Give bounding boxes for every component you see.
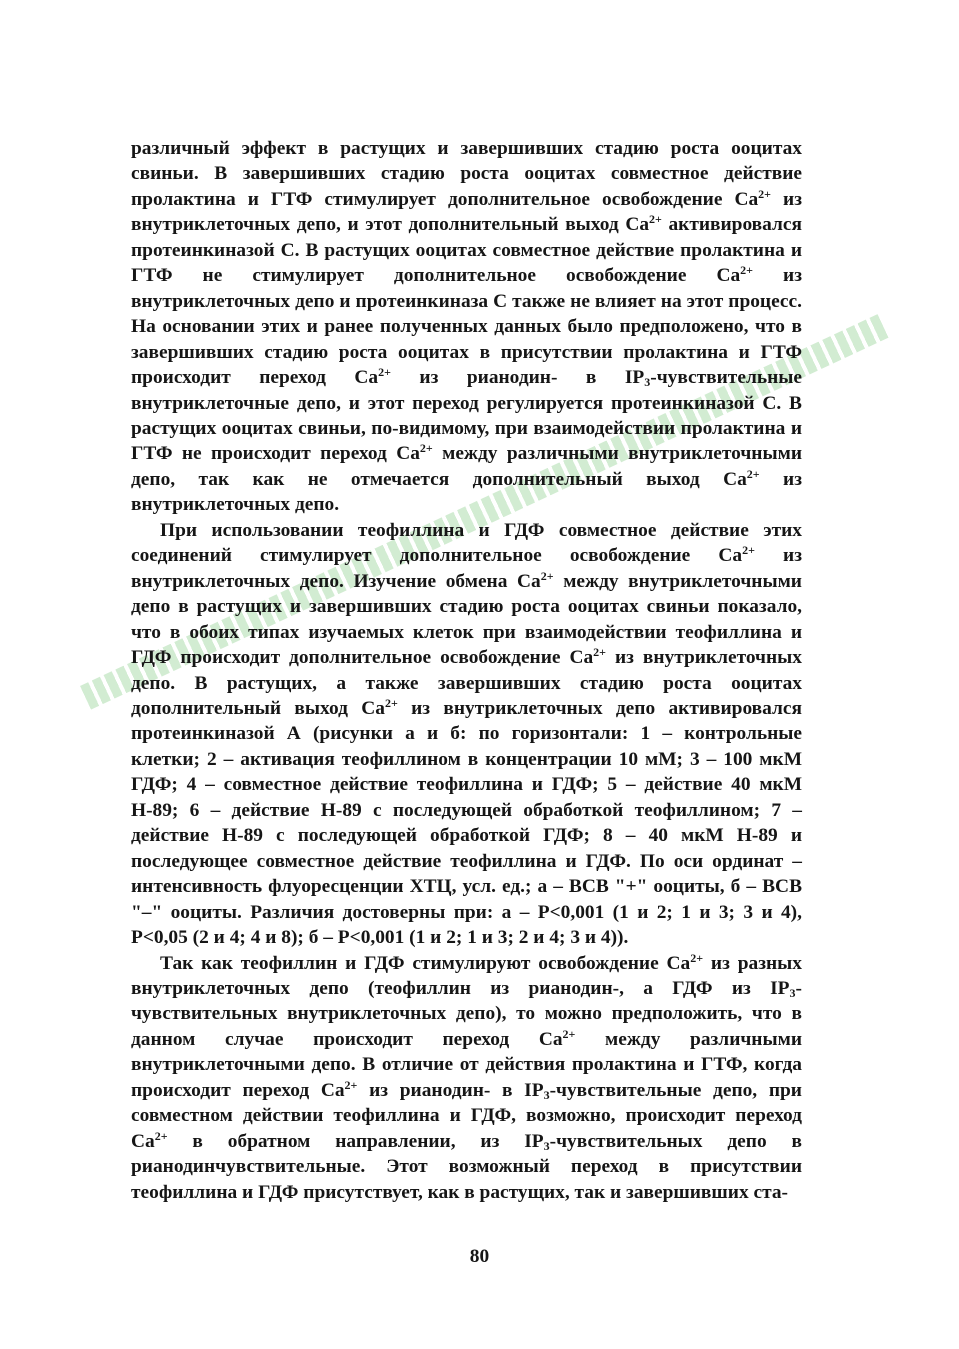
superscript: 2+ <box>384 695 398 710</box>
paragraph-3: Так как теофиллин и ГДФ стимулируют освобождение $Ca^{2+}$ из разных внутриклеточных депо (теофиллин из рианодин-, а ГДФ из $IP_3$-чувствительных внутриклеточных депо), то можно предположить, что в данном случае происходит переход $Ca^{2+}$ между различными внутриклеточными депо. В отличие от действия пролактина и ГТФ, когда происходит переход $Ca^{2+}$ из рианодин- в $IP_3$-чувствительные депо, при совместном действии теофиллина и ГДФ, возможно, происходит переход $Ca^{2+}$ в обратном направлении, из $IP_3$-чувствительных депо в рианодинчувствительные. Этот возможный переход в присутствии теофиллина и ГДФ присутствует, как в растущих, так и завершивших ста- <box>131 950 802 1203</box>
paragraph-2: При использовании теофиллина и ГДФ совместное действие этих соединений стимулирует дополнительное освобождение $Ca^{2+}$ из внутриклеточных депо. Изучение обмена $Ca^{2+}$ между внутриклеточными депо в растущих и завершивших стадию роста ооцитах свиньи показало, что в обоих типах изучаемых клеток при взаимодействии теофиллина и ГДФ происходит дополнительное освобождение $Ca^{2+}$ из внутриклеточных депо. В растущих, а также завершивших стадию роста ооцитах дополнительный выход $Ca^{2+}$ из внутриклеточных депо активировался протеинкиназой А (рисунки а и б: по горизонтали: 1 – контрольные клетки; 2 – активация теофиллином в концентрации 10 мМ; 3 – 100 мкМ ГДФ; 4 – совместное действие теофиллина и ГДФ; 5 – действие 40 мкМ Н-89; 6 – действие Н-89 с последующей обработкой теофиллином; 7 – действие Н-89 с последующей обработкой ГДФ; 8 – 40 мкМ Н-89 и последующее совместное действие теофиллина и ГДФ. По оси ординат – интенсивность флуоресценции ХТЦ, усл. ед.; а – ВСВ "+" ооциты, б – ВСВ "–" ооциты. Различия достоверны при: а – Р<0,001 (1 и 2; 1 и 3; 3 и 4), Р<0,05 (2 и 4; 4 и 8); б – Р<0,001 (1 и 2; 1 и 3; 2 и 4; 3 и 4)). <box>131 519 803 949</box>
superscript: 2+ <box>562 1026 576 1041</box>
subscript: 3 <box>789 985 796 1000</box>
subscript: 3 <box>644 375 651 390</box>
page-number: 80 <box>469 1246 490 1267</box>
superscript: 2+ <box>758 186 772 201</box>
subscript: 3 <box>543 1138 550 1153</box>
subscript: 3 <box>543 1087 550 1102</box>
superscript: 2+ <box>419 441 433 456</box>
superscript: 2+ <box>344 1077 358 1092</box>
body-text <box>131 136 802 1205</box>
superscript: 2+ <box>740 263 753 278</box>
superscript: 2+ <box>593 645 606 660</box>
superscript: 2+ <box>746 466 760 481</box>
superscript: 2+ <box>742 543 755 558</box>
superscript: 2+ <box>690 950 704 965</box>
paragraph-1: различный эффект в растущих и завершивших стадию роста ооцитах свиньи. В завершивших стадию роста ооцитах совместное действие пролактина и ГТФ стимулирует дополнительное освобождение $Ca^{2+}$ из внутриклеточных депо, и этот дополнительный выход $Ca^{2+}$ активировался протеинкиназой С. В растущих ооцитах совместное действие пролактина и ГТФ не стимулирует дополнительное освобождение $Ca^{2+}$ из внутриклеточных депо и протеинкиназа С также не влияет на этот процесс. На основании этих и ранее полученных данных было предположено, что в завершивших стадию роста ооцитах в присутствии пролактина и ГТФ происходит переход $Ca^{2+}$ из рианодин- в $IP_3$-чувствительные внутриклеточные депо, и этот переход регулируется протеинкиназой С. В растущих ооцитах свиньи, по-видимому, при взаимодействии пролактина и ГТФ не происходит переход $Ca^{2+}$ между различными внутриклеточными депо, так как не отмечается дополнительный выход $Ca^{2+}$ из внутриклеточных депо. <box>131 138 802 516</box>
superscript: 2+ <box>649 212 662 227</box>
superscript: 2+ <box>540 568 554 583</box>
superscript: 2+ <box>154 1128 168 1143</box>
superscript: 2+ <box>378 365 391 380</box>
